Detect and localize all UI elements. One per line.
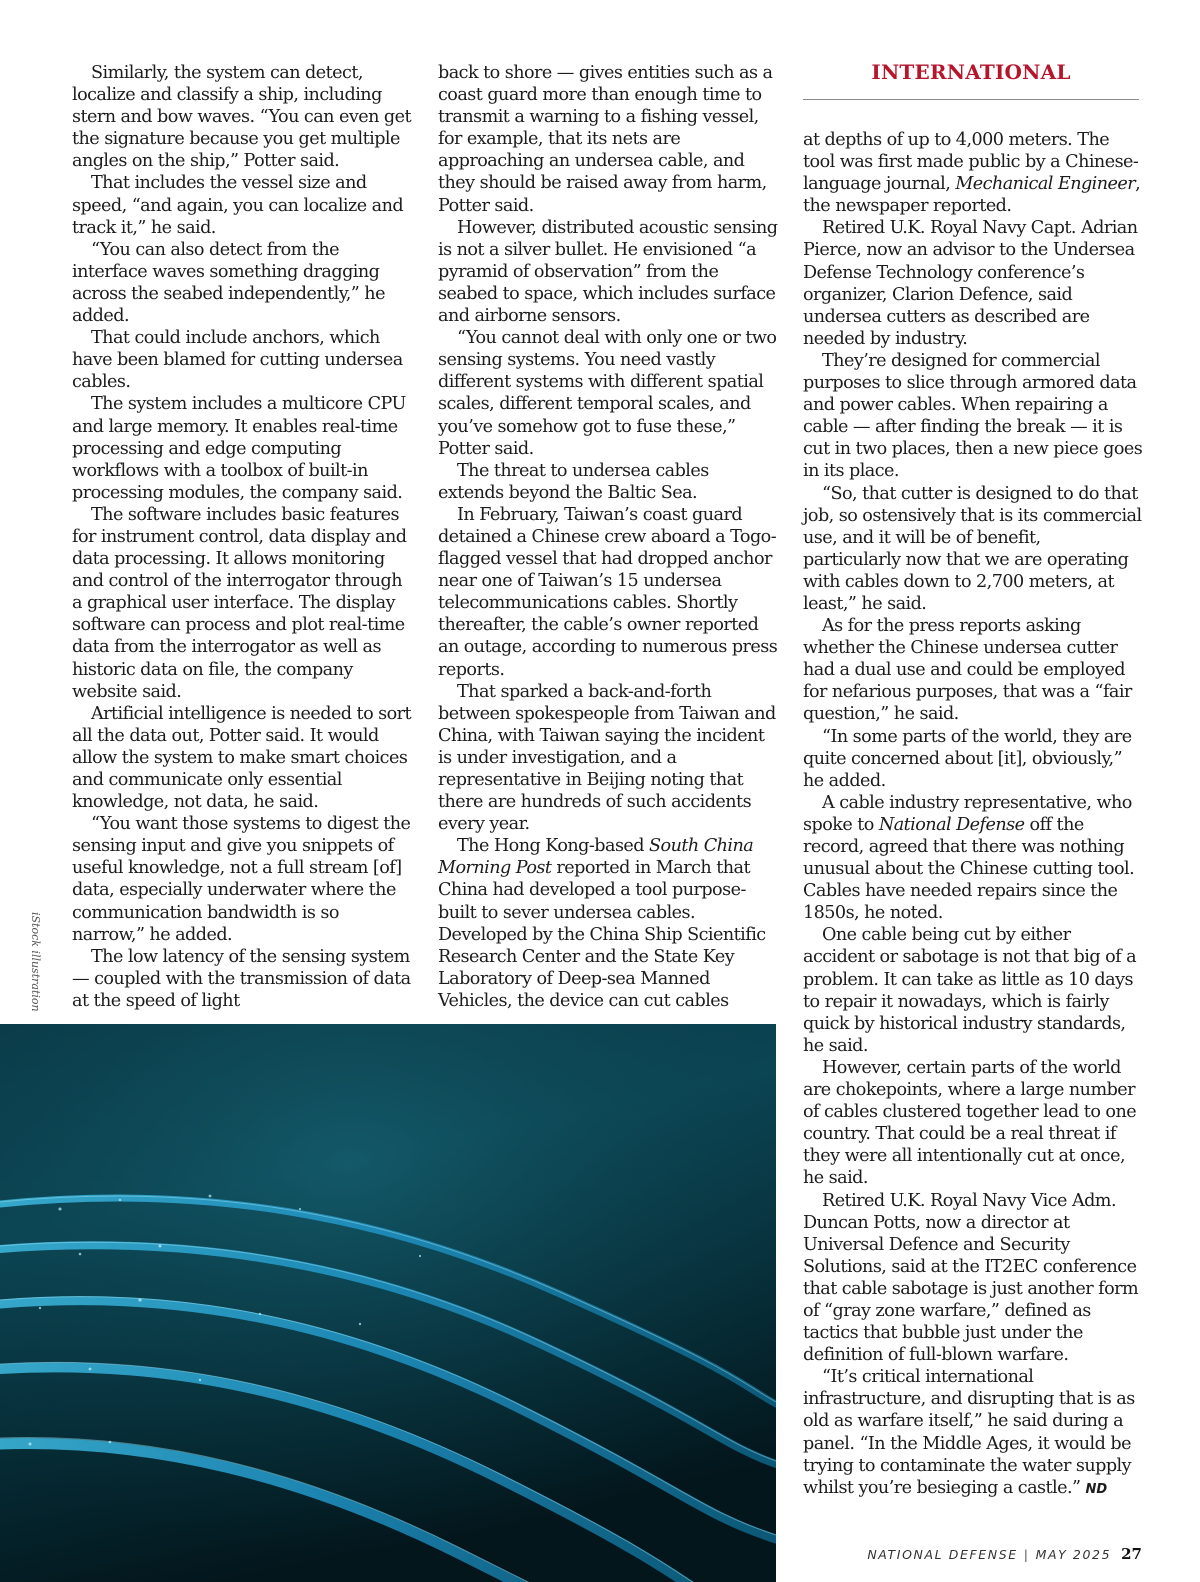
publication-name: Mechanical Engineer [955, 174, 1136, 195]
paragraph: Artificial intelligence is needed to sort all the data out, Potter said. It would allow the system to make smart choices and communicate only essential knowledge, not data, he said. [72, 703, 412, 813]
paragraph: However, certain parts of the world are chokepoints, where a large number of cables clustered together lead to one country. That could be a real threat if they were all intentionally cut at once, he said. [803, 1057, 1137, 1189]
paragraph: “It’s critical international infrastructure, and disrupting that is as old as warfare itself,” he said during a panel. “In the Middle Ages, it would be trying to contaminate the water supply whilst you’re besieging a castle.” ND [803, 1367, 1135, 1498]
page-number: 27 [1121, 1545, 1142, 1563]
article-column-1 [72, 62, 412, 1012]
paragraph: “So, that cutter is designed to do that job, so ostensively that is its commercial use, and it will be of benefit, particularly now that we are operating with cables down to 2,700 meters, at least,” he said. [803, 483, 1142, 614]
publication-name: South China Morning Post [438, 836, 754, 879]
publication-title: NATIONAL DEFENSE [867, 1547, 1018, 1562]
paragraph: That sparked a back-and-forth between spokespeople from Taiwan and China, with Taiwan saying the incident is under investigation, and a representative in Beijing noting that there are hundreds of such accidents every year. [438, 681, 776, 835]
paragraph: The system includes a multicore CPU and large memory. It enables real-time processing and edge computing workflows with a toolbox of built-in processing modules, the company said. [72, 394, 406, 503]
issue-date: MAY 2025 [1035, 1547, 1112, 1562]
end-mark: ND [1085, 1481, 1108, 1497]
article-column-2 [438, 62, 778, 1012]
publication-name: National Defense [878, 814, 1025, 835]
paragraph: “You can also detect from the interface waves something dragging across the seabed independently,” he added. [72, 239, 385, 327]
undersea-cables-photo [0, 1024, 776, 1582]
paragraph: However, distributed acoustic sensing is not a silver bullet. He envisioned “a pyramid of observation” from the seabed to space, which includes surface and airborne sensors. [438, 217, 778, 327]
paragraph: A cable industry representative, who spoke to National Defense off the record, agreed that there was nothing unusual about the Chinese cutting tool. Cables have needed repairs since the 1850s, he noted. [803, 792, 1135, 924]
paragraph: “You cannot deal with only one or two sensing systems. You need vastly different systems with different spatial scales, different temporal scales, and you’ve somehow got to fuse these,” Potter said. [438, 328, 777, 459]
paragraph: One cable being cut by either accident or sabotage is not that big of a problem. It can take as little as 10 days to repair it nowadays, which is fairly quick by historical industry standards, he said. [803, 925, 1137, 1056]
paragraph: That includes the vessel size and speed, “and again, you can localize and track it,” he said. [72, 173, 404, 238]
paragraph: Retired U.K. Royal Navy Vice Adm. Duncan Potts, now a director at Universal Defence and Security Solutions, said at the IT2EC conference that cable sabotage is just another form of “gray zone warfare,” defined as tactics that bubble just under the definition of full-blown warfare. [803, 1190, 1139, 1366]
photo-credit: iStock illustration [29, 912, 42, 1012]
paragraph: at depths of up to 4,000 meters. The tool was first made public by a Chinese-language journal, Mechanical Engineer, the newspaper reported. [803, 130, 1141, 217]
paragraph: That could include anchors, which have been blamed for cutting undersea cables. [72, 328, 403, 393]
paragraph: The threat to undersea cables extends beyond the Baltic Sea. [438, 460, 709, 503]
paragraph: back to shore — gives entities such as a coast guard more than enough time to transmit a warning to a fishing vessel, for example, that its nets are approaching an undersea cable, and they should be raised away from harm, Potter said. [438, 63, 773, 216]
section-rule [803, 99, 1139, 100]
paragraph: The software includes basic features for instrument control, data display and data processing. It allows monitoring and control of the interrogator through a graphical user interface. The display software can process and plot real-time data from the interrogator as well as historic data on file, the company website said. [72, 504, 407, 702]
footer-separator: | [1023, 1547, 1030, 1562]
page-footer [867, 1545, 1142, 1563]
paragraph: The low latency of the sensing system — coupled with the transmission of data at the speed of light [72, 946, 411, 1011]
paragraph: “You want those systems to digest the sensing input and give you snippets of useful knowledge, not a full stream [of] data, especially underwater where the communication bandwidth is so narrow,” he added. [72, 814, 411, 945]
article-column-3 [803, 129, 1143, 1501]
undersea-cables-illustration [0, 1024, 776, 1582]
paragraph: Retired U.K. Royal Navy Capt. Adrian Pierce, now an advisor to the Undersea Defense Technology conference’s organizer, Clarion Defence, said undersea cutters as described are needed by industry. [803, 218, 1138, 349]
paragraph: “In some parts of the world, they are quite concerned about [it], obviously,” he added. [803, 726, 1132, 791]
section-heading: INTERNATIONAL [871, 60, 1071, 84]
paragraph: In February, Taiwan’s coast guard detained a Chinese crew aboard a Togo-flagged vessel that had dropped anchor near one of Taiwan’s 15 undersea telecommunications cables. Shortly thereafter, the cable’s owner reported an outage, according to numerous press reports. [438, 504, 778, 680]
paragraph: As for the press reports asking whether the Chinese undersea cutter had a dual use and could be employed for nefarious purposes, that was a “fair question,” he said. [803, 616, 1132, 725]
paragraph: Similarly, the system can detect, localize and classify a ship, including stern and bow waves. “You can even get the signature because you get multiple angles on the ship,” Potter said. [72, 63, 412, 172]
paragraph: The Hong Kong-based South China Morning Post reported in March that China had developed a tool purpose-built to sever undersea cables. Developed by the China Ship Scientific Research Center and the State Key Laboratory of Deep-sea Manned Vehicles, the device can cut cables [438, 836, 766, 1011]
paragraph: They’re designed for commercial purposes to slice through armored data and power cables. When repairing a cable — after finding the break — it is cut in two places, then a new piece goes in its place. [803, 350, 1143, 482]
